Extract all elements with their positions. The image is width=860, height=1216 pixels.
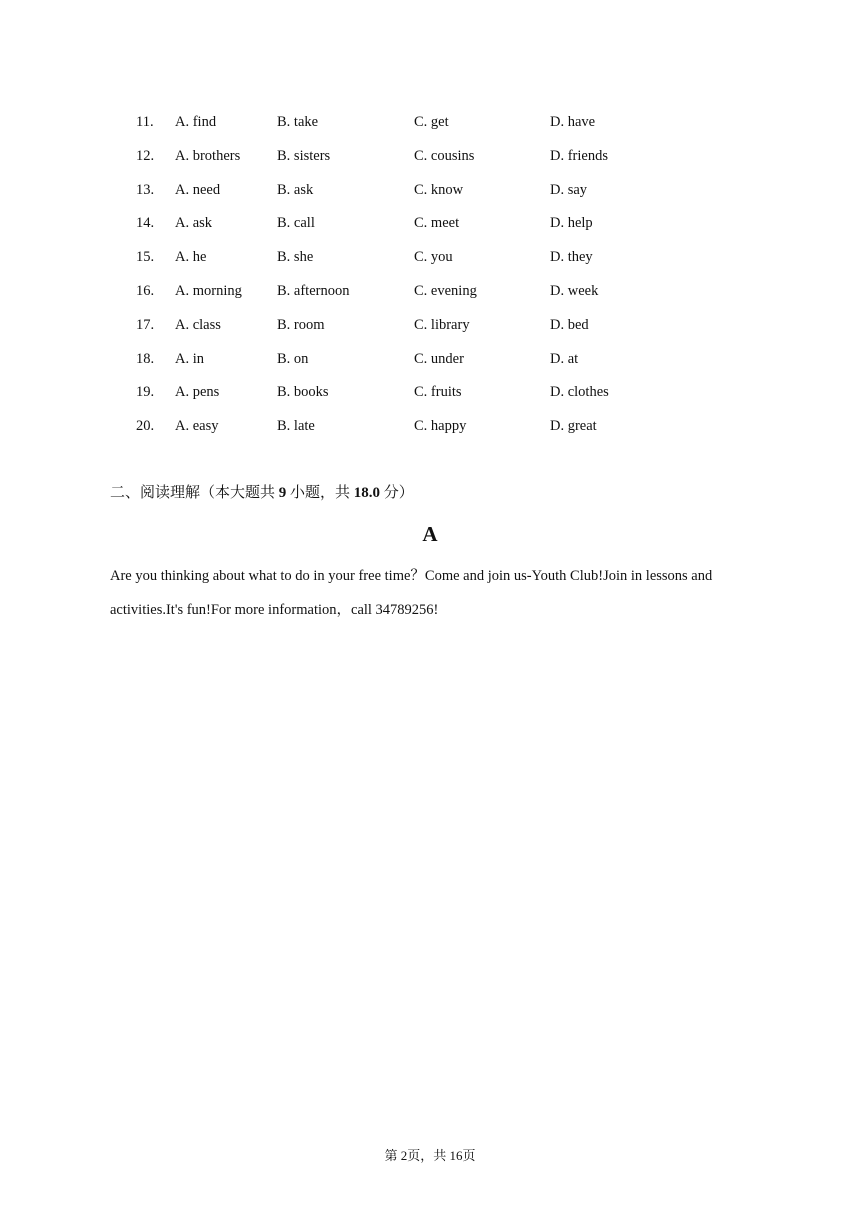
question-row xyxy=(0,279,860,313)
question-row xyxy=(0,110,860,144)
option-a: A. in xyxy=(175,350,204,367)
question-row xyxy=(0,313,860,347)
section-heading-prefix: 二、阅读理解（本大题共 xyxy=(110,485,279,501)
question-number: 16. xyxy=(136,282,155,299)
option-c: C. evening xyxy=(414,282,477,299)
option-c: C. library xyxy=(414,316,470,333)
option-a: A. brothers xyxy=(175,147,241,164)
option-a: A. easy xyxy=(175,418,219,435)
option-c: C. happy xyxy=(414,418,467,435)
question-number: 14. xyxy=(136,215,155,232)
section-heading-middle: 小题，共 xyxy=(286,485,354,501)
option-d: D. bed xyxy=(550,316,589,333)
question-number: 17. xyxy=(136,316,155,333)
option-d: D. at xyxy=(550,350,579,367)
option-d: D. week xyxy=(550,282,599,299)
question-number: 11. xyxy=(136,114,154,130)
section-score: 18.0 xyxy=(353,485,381,501)
option-d: D. great xyxy=(550,418,597,435)
option-d: D. say xyxy=(550,181,588,198)
option-c: C. meet xyxy=(414,215,460,232)
question-row xyxy=(0,347,860,381)
option-a: A. ask xyxy=(175,215,213,232)
option-d: D. have xyxy=(550,114,596,130)
option-a: A. pens xyxy=(175,384,220,401)
option-b: B. room xyxy=(277,316,325,333)
option-c: C. cousins xyxy=(414,147,475,164)
option-c: C. you xyxy=(414,249,453,266)
option-c: C. fruits xyxy=(414,384,462,401)
option-b: B. take xyxy=(277,114,319,130)
option-b: B. afternoon xyxy=(277,282,350,299)
option-d: D. friends xyxy=(550,147,608,164)
option-b: B. sisters xyxy=(277,147,331,164)
passage-title: A xyxy=(422,522,438,546)
option-d: D. they xyxy=(550,249,593,266)
page-footer: 第 2页，共 16页 xyxy=(384,1148,476,1163)
question-row xyxy=(0,178,860,212)
section-heading-suffix: 分） xyxy=(380,485,414,501)
question-number: 20. xyxy=(136,418,155,435)
option-a: A. need xyxy=(175,181,221,198)
option-d: D. help xyxy=(550,215,593,232)
option-b: B. she xyxy=(277,249,314,266)
option-c: C. under xyxy=(414,350,464,367)
question-row xyxy=(0,414,860,448)
question-row xyxy=(0,245,860,279)
option-b: B. ask xyxy=(277,181,314,198)
question-number: 12. xyxy=(136,147,155,164)
option-d: D. clothes xyxy=(550,384,609,401)
question-row xyxy=(0,144,860,178)
question-number: 15. xyxy=(136,249,155,266)
option-b: B. books xyxy=(277,384,329,401)
question-number: 18. xyxy=(136,350,155,367)
question-number: 19. xyxy=(136,384,155,401)
option-c: C. know xyxy=(414,181,464,198)
option-b: B. late xyxy=(277,418,315,435)
option-b: B. on xyxy=(277,350,309,367)
option-a: A. morning xyxy=(175,282,242,299)
question-number: 13. xyxy=(136,181,155,198)
option-a: A. find xyxy=(175,114,217,130)
section-heading xyxy=(110,482,414,504)
question-row xyxy=(0,380,860,414)
option-b: B. call xyxy=(277,215,315,232)
section-question-count: 9 xyxy=(278,485,287,501)
option-c: C. get xyxy=(414,114,449,130)
question-list xyxy=(0,110,860,448)
question-row xyxy=(0,211,860,245)
option-a: A. he xyxy=(175,249,207,266)
option-a: A. class xyxy=(175,316,221,333)
passage-text: Are you thinking about what to do in your free time？Come and join us-Youth Club!Join in lessons and activities.It's fun!For more information，call 34789256! xyxy=(110,568,713,618)
